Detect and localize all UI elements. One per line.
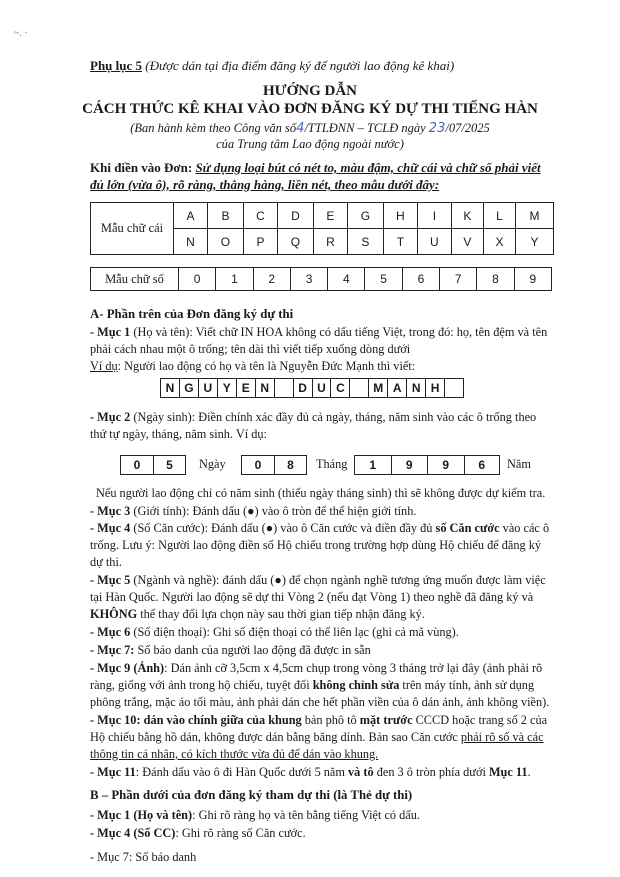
subtitle-line2: của Trung tâm Lao động ngoài nước) bbox=[216, 137, 404, 151]
muc1-label: - Mục 1 bbox=[90, 325, 131, 339]
letter-cell: Y bbox=[516, 229, 554, 255]
letter-cell: E bbox=[313, 203, 347, 229]
muc4-bold: số Căn cước bbox=[435, 521, 500, 535]
digit-sample-table bbox=[90, 267, 552, 291]
handwritten-day: 23 bbox=[428, 121, 446, 136]
muc2-line2: thứ tự ngày, tháng, năm sinh. Ví dụ: bbox=[90, 427, 267, 441]
name-box: C bbox=[331, 379, 350, 397]
muc7-line bbox=[90, 643, 371, 658]
muc1-line1 bbox=[90, 325, 547, 340]
name-box bbox=[275, 379, 294, 397]
muc6-text: (Số điện thoại): Ghi số điện thoại có thể liên lạc (ghi cả mã vùng). bbox=[130, 625, 459, 639]
muc11-label: - Mục 11 bbox=[90, 765, 136, 779]
letter-cell: V bbox=[451, 229, 483, 255]
name-box: U bbox=[313, 379, 332, 397]
b-muc1-text: : Ghi rõ ràng họ và tên bằng tiếng Việt có dấu. bbox=[192, 808, 420, 822]
muc10-text-line2: Hộ chiếu bằng hồ dán, không được dán bằng băng dính. Bản sao Căn cước bbox=[90, 730, 461, 744]
muc4-text-a: (Số Căn cước): Đánh dấu (●) vào ô Căn cước và điền đầy đủ bbox=[130, 521, 436, 535]
b-muc1-line bbox=[90, 808, 420, 823]
day-digit-box: 0 bbox=[121, 456, 154, 474]
day-boxes bbox=[120, 455, 186, 475]
muc9-label: - Mục 9 (Ảnh) bbox=[90, 661, 165, 675]
muc11-line bbox=[90, 765, 531, 780]
letter-cell: C bbox=[243, 203, 277, 229]
subtitle-part-b: /TTLĐNN – TCLĐ ngày bbox=[304, 121, 426, 135]
letter-cell: M bbox=[516, 203, 554, 229]
muc7-text: Số báo danh của người lao động đã được in sẵn bbox=[134, 643, 371, 657]
muc9-text2a: ràng, giống với ảnh trong hộ chiếu, tuyệt đối bbox=[90, 678, 313, 692]
name-box: U bbox=[199, 379, 218, 397]
instruction-line2: đủ lớn (vừa ô), rõ ràng, thẳng hàng, liền nét, theo mẫu dưới đây: bbox=[90, 177, 440, 192]
letter-cell: A bbox=[174, 203, 208, 229]
b-muc1-label: - Mục 1 (Họ và tên) bbox=[90, 808, 193, 822]
name-box bbox=[445, 379, 463, 397]
digit-cell: 1 bbox=[216, 268, 253, 291]
subtitle-line1 bbox=[0, 121, 620, 136]
b-muc4-text: : Ghi rõ ràng số Căn cước. bbox=[175, 826, 306, 840]
instruction-lead: Khi điền vào Đơn: bbox=[90, 160, 193, 175]
muc5-text1: (Ngành và nghề): đánh dấu (●) để chọn ngành nghề tương ứng muốn được làm việc bbox=[130, 573, 546, 587]
muc3-label: - Mục 3 bbox=[90, 504, 131, 518]
muc10-line2 bbox=[90, 730, 544, 745]
example-line bbox=[90, 359, 415, 374]
instruction-line1 bbox=[90, 160, 541, 176]
letter-cell: I bbox=[417, 203, 451, 229]
muc6-label: - Mục 6 bbox=[90, 625, 131, 639]
letter-cell: N bbox=[174, 229, 208, 255]
b-muc4-line bbox=[90, 826, 306, 841]
year-digit-box: 1 bbox=[355, 456, 392, 474]
name-box: N bbox=[256, 379, 275, 397]
muc9-line2 bbox=[90, 678, 534, 693]
letter-cell: H bbox=[383, 203, 417, 229]
muc3-line bbox=[90, 504, 416, 519]
muc5-line1 bbox=[90, 573, 546, 588]
name-box: H bbox=[426, 379, 445, 397]
muc5-text3: thể thay đổi lựa chọn này sau thời gian tiếp nhận đăng ký. bbox=[137, 607, 425, 621]
muc9-text1: : Dán ảnh cỡ 3,5cm x 4,5cm chụp trong vòng 3 tháng trở lại đây (ảnh phải rõ bbox=[164, 661, 543, 675]
muc3-text: (Giới tính): Đánh dấu (●) vào ô tròn để thể hiện giới tính. bbox=[130, 504, 417, 518]
letter-cell: O bbox=[208, 229, 244, 255]
muc4-text-b: vào các ô bbox=[499, 521, 550, 535]
letter-cell: R bbox=[313, 229, 347, 255]
year-digit-box: 9 bbox=[392, 456, 429, 474]
muc10-line1 bbox=[90, 713, 547, 728]
muc10-text2: CCCD hoặc trang số 2 của bbox=[412, 713, 548, 727]
name-box: D bbox=[294, 379, 313, 397]
muc9-line3: phông trắng, mặc áo tối màu, ảnh phải dán che hết phần viền của ô dán ảnh, ảnh không viền). bbox=[90, 695, 550, 709]
letter-cell: U bbox=[417, 229, 451, 255]
name-box bbox=[350, 379, 369, 397]
letter-sample-label: Mẫu chữ cái bbox=[91, 203, 174, 255]
muc1-text1: (Họ và tên): Viết chữ IN HOA không có dấu tiếng Việt, trong đó: họ, tên đệm và tên bbox=[130, 325, 548, 339]
digit-cell: 9 bbox=[514, 268, 551, 291]
muc4-line3: dự thi. bbox=[90, 555, 122, 569]
appendix-line bbox=[90, 58, 454, 74]
muc6-line bbox=[90, 625, 459, 640]
muc1-line2: phải cách nhau một ô trống; tên dài thì viết tiếp xuống dòng dưới bbox=[90, 342, 411, 356]
title-main: CÁCH THỨC KÊ KHAI VÀO ĐƠN ĐĂNG KÝ DỰ THI TIẾNG HÀN bbox=[82, 101, 538, 117]
muc10-line3: thông tin cá nhân, có kích thước vừa đủ để dán vào khung. bbox=[90, 747, 379, 761]
month-boxes bbox=[241, 455, 307, 475]
muc11-bold1: và tô bbox=[348, 765, 374, 779]
muc10-text1: bản phô tô bbox=[301, 713, 360, 727]
name-box: N bbox=[161, 379, 180, 397]
letter-cell: P bbox=[243, 229, 277, 255]
muc11-bold2: Mục 11 bbox=[488, 765, 528, 779]
appendix-note: (Được dán tại địa điểm đăng ký để người lao động kê khai) bbox=[145, 58, 455, 73]
name-box: N bbox=[407, 379, 426, 397]
instruction-text1: Sử dụng loại bút có nét to, màu đậm, chữ cái và chữ số phải viết bbox=[195, 160, 541, 175]
muc10-bold1: : dán vào chính giữa của khung bbox=[136, 713, 302, 727]
name-box: M bbox=[369, 379, 388, 397]
muc9-text2b: trên máy tính, ảnh sử dụng bbox=[399, 678, 535, 692]
letter-cell: T bbox=[383, 229, 417, 255]
month-digit-box: 8 bbox=[287, 458, 294, 472]
name-box: Y bbox=[218, 379, 237, 397]
muc10-label: - Mục 10 bbox=[90, 713, 137, 727]
muc11-text-b: đen 3 ô tròn phía dưới bbox=[373, 765, 489, 779]
digit-cell: 5 bbox=[365, 268, 402, 291]
letter-cell: Q bbox=[277, 229, 313, 255]
digit-cell: 8 bbox=[477, 268, 514, 291]
muc10-bold2: mặt trước bbox=[359, 713, 413, 727]
letter-cell: G bbox=[347, 203, 383, 229]
digit-sample-label: Mẫu chữ số bbox=[91, 268, 179, 291]
b-muc4-label: - Mục 4 (Số CC) bbox=[90, 826, 176, 840]
letter-cell: D bbox=[277, 203, 313, 229]
digit-cell: 3 bbox=[290, 268, 327, 291]
digit-cell: 2 bbox=[253, 268, 290, 291]
month-label: Tháng bbox=[316, 457, 348, 471]
digit-cell: 0 bbox=[179, 268, 216, 291]
muc2-label: - Mục 2 bbox=[90, 410, 131, 424]
year-boxes bbox=[354, 455, 500, 475]
handwritten-number: 4 bbox=[296, 121, 305, 136]
letter-sample-table bbox=[90, 202, 554, 255]
birth-note: Nếu người lao động chỉ có năm sinh (thiếu ngày tháng sinh) thì sẽ không được dự kiểm tra. bbox=[96, 486, 546, 500]
digit-cell: 6 bbox=[402, 268, 439, 291]
b-muc7-line: - Mục 7: Số báo danh bbox=[90, 850, 197, 864]
muc9-line1 bbox=[90, 661, 542, 676]
muc5-line2: tại Hàn Quốc. Người lao động sẽ dự thi Vòng 2 (nếu đạt Vòng 1) theo nghề đã đăng ký và bbox=[90, 590, 534, 604]
muc11-text-a: : Đánh dấu vào ô đi Hàn Quốc dưới 5 năm bbox=[135, 765, 349, 779]
muc4-label: - Mục 4 bbox=[90, 521, 131, 535]
day-label: Ngày bbox=[199, 457, 226, 471]
name-box: A bbox=[388, 379, 407, 397]
muc4-line1 bbox=[90, 521, 549, 536]
muc9-bold: không chỉnh sửa bbox=[312, 678, 400, 692]
muc11-end: . bbox=[527, 765, 531, 779]
muc7-label: - Mục 7: bbox=[90, 643, 135, 657]
example-label: Ví dụ bbox=[90, 359, 118, 373]
subtitle-part-c: /07/2025 bbox=[445, 121, 490, 135]
example-text: : Người lao động có họ và tên là Nguyễn Đức Mạnh thì viết: bbox=[117, 359, 416, 373]
muc4-line2: trống. Lưu ý: Người lao động điền số Hộ chiếu trong trường hợp dùng Hộ chiếu để đăng ký bbox=[90, 538, 542, 552]
muc10-underline1: phải rõ số và các bbox=[460, 730, 544, 744]
year-digit-box: 6 bbox=[478, 458, 486, 472]
muc5-bold: KHÔNG bbox=[90, 607, 138, 621]
letter-cell: S bbox=[347, 229, 383, 255]
section-a-heading: A- Phần trên của Đơn đăng ký dự thi bbox=[90, 307, 294, 321]
name-example-boxes bbox=[160, 378, 464, 398]
digit-cell: 4 bbox=[328, 268, 365, 291]
muc5-label: - Mục 5 bbox=[90, 573, 131, 587]
muc2-text1: (Ngày sinh): Điền chính xác đầy đủ cả ngày, tháng, năm sinh vào các ô trống theo bbox=[130, 410, 537, 424]
digit-cell: 7 bbox=[440, 268, 477, 291]
title-guide: HƯỚNG DẪN bbox=[262, 83, 358, 99]
appendix-label: Phụ lục 5 bbox=[90, 58, 143, 73]
letter-cell: K bbox=[451, 203, 483, 229]
month-digit-box: 0 bbox=[242, 456, 275, 474]
day-digit-box: 5 bbox=[166, 458, 173, 472]
muc2-line1 bbox=[90, 410, 536, 425]
letter-cell: B bbox=[208, 203, 244, 229]
year-label: Năm bbox=[507, 457, 531, 471]
letter-cell: L bbox=[483, 203, 515, 229]
year-digit-box: 9 bbox=[428, 456, 465, 474]
name-box: E bbox=[237, 379, 256, 397]
subtitle-part-a: (Ban hành kèm theo Công văn số bbox=[130, 121, 297, 135]
section-b-heading: B – Phần dưới của đơn đăng ký tham dự thi (là Thẻ dự thi) bbox=[90, 788, 413, 802]
muc5-line3 bbox=[90, 607, 425, 622]
letter-cell: X bbox=[483, 229, 515, 255]
name-box: G bbox=[180, 379, 199, 397]
corner-mark: ~. · bbox=[14, 28, 28, 39]
